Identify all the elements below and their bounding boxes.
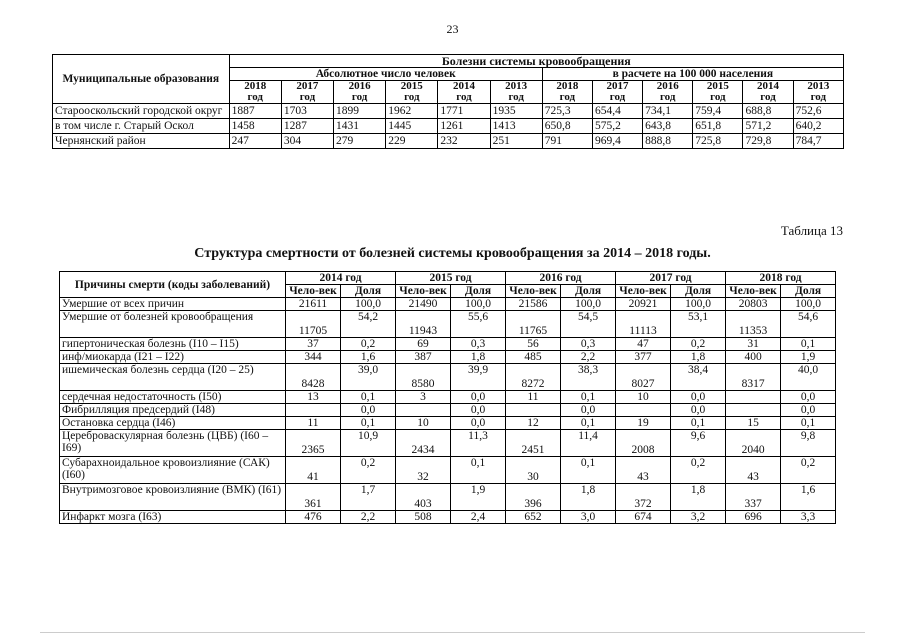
people-value xyxy=(726,391,781,404)
share-value: 55,6 xyxy=(451,311,506,338)
share-column-header: Доля xyxy=(781,285,836,298)
rate-value: 725,3 xyxy=(542,104,592,119)
share-value: 39,0 xyxy=(341,364,396,391)
share-value: 53,1 xyxy=(671,311,726,338)
people-value: 30 xyxy=(506,457,561,484)
share-value: 38,4 xyxy=(671,364,726,391)
divider xyxy=(40,632,865,633)
people-value: 32 xyxy=(396,457,451,484)
share-value: 40,0 xyxy=(781,364,836,391)
share-value: 11,4 xyxy=(561,430,616,457)
people-value xyxy=(616,404,671,417)
people-value xyxy=(286,404,341,417)
table-label: Таблица 13 xyxy=(780,223,843,238)
absolute-value: 1962 xyxy=(386,104,438,119)
cause-name: ишемическая болезнь сердца (I20 – 25) xyxy=(60,364,286,391)
share-value: 39,9 xyxy=(451,364,506,391)
year-header: 2017 год xyxy=(592,81,642,104)
share-value: 100,0 xyxy=(341,298,396,311)
year-header: 2015 год xyxy=(693,81,743,104)
rate-value: 784,7 xyxy=(793,134,843,149)
table-row xyxy=(60,430,836,457)
share-value: 3,2 xyxy=(671,511,726,524)
cause-name: Внутримозговое кровоизлияние (ВМК) (I61) xyxy=(60,484,286,511)
people-value: 12 xyxy=(506,417,561,430)
absolute-value: 304 xyxy=(281,134,333,149)
share-value: 1,8 xyxy=(561,484,616,511)
absolute-value: 1935 xyxy=(490,104,542,119)
rate-value: 575,2 xyxy=(592,119,642,134)
year-header: 2016 год xyxy=(643,81,693,104)
cause-name: Цереброваскулярная болезнь (ЦВБ) (I60 – I69) xyxy=(60,430,286,457)
people-value xyxy=(396,404,451,417)
rate-value: 654,4 xyxy=(592,104,642,119)
people-value: 11943 xyxy=(396,311,451,338)
table-title: Структура смертности от болезней системы кровообращения за 2014 – 2018 годы. xyxy=(194,246,711,261)
rate-value: 650,8 xyxy=(542,119,592,134)
share-column-header: Доля xyxy=(341,285,396,298)
table-row xyxy=(60,311,836,338)
table-row xyxy=(60,338,836,351)
share-value: 100,0 xyxy=(451,298,506,311)
people-value: 19 xyxy=(616,417,671,430)
cause-name: Умершие от всех причин xyxy=(60,298,286,311)
share-column-header: Доля xyxy=(451,285,506,298)
share-value: 0,3 xyxy=(451,338,506,351)
absolute-value: 1445 xyxy=(386,119,438,134)
people-value: 387 xyxy=(396,351,451,364)
people-value: 47 xyxy=(616,338,671,351)
people-column-header: Чело-век xyxy=(506,285,561,298)
people-column-header: Чело-век xyxy=(726,285,781,298)
people-value: 508 xyxy=(396,511,451,524)
year-header: 2013 год xyxy=(490,81,542,104)
municipality-name: Чернянский район xyxy=(53,134,230,149)
table-row xyxy=(53,119,844,134)
absolute-value: 279 xyxy=(334,134,386,149)
people-value: 20921 xyxy=(616,298,671,311)
people-value: 2434 xyxy=(396,430,451,457)
table-row xyxy=(60,364,836,391)
table-row xyxy=(60,484,836,511)
people-column-header: Чело-век xyxy=(616,285,671,298)
share-value: 0,1 xyxy=(341,391,396,404)
header-disease: Болезни системы кровообращения xyxy=(229,55,843,68)
year-header: 2018 год xyxy=(229,81,281,104)
share-value: 38,3 xyxy=(561,364,616,391)
people-value xyxy=(506,404,561,417)
year-header: 2014 год xyxy=(743,81,793,104)
page-number: 23 xyxy=(446,22,459,36)
year-group-header: 2017 год xyxy=(616,272,726,285)
rate-value: 791 xyxy=(542,134,592,149)
share-value: 1,8 xyxy=(671,351,726,364)
table-row xyxy=(60,511,836,524)
people-value: 403 xyxy=(396,484,451,511)
rate-value: 643,8 xyxy=(643,119,693,134)
rate-value: 651,8 xyxy=(693,119,743,134)
people-value: 21611 xyxy=(286,298,341,311)
people-value: 2451 xyxy=(506,430,561,457)
rate-value: 888,8 xyxy=(643,134,693,149)
share-value: 100,0 xyxy=(781,298,836,311)
share-value: 1,6 xyxy=(781,484,836,511)
people-value: 8317 xyxy=(726,364,781,391)
share-value: 0,0 xyxy=(451,404,506,417)
cause-name: Умершие от болезней кровообращения xyxy=(60,311,286,338)
people-value: 69 xyxy=(396,338,451,351)
absolute-value: 247 xyxy=(229,134,281,149)
mortality-structure-table xyxy=(59,271,836,524)
cause-name: сердечная недостаточность (I50) xyxy=(60,391,286,404)
share-value: 1,6 xyxy=(341,351,396,364)
absolute-value: 229 xyxy=(386,134,438,149)
absolute-value: 1458 xyxy=(229,119,281,134)
cause-name: Фибрилляция предсердий (I48) xyxy=(60,404,286,417)
share-value: 0,0 xyxy=(671,391,726,404)
rate-value: 734,1 xyxy=(643,104,693,119)
people-value: 2365 xyxy=(286,430,341,457)
header-per100k: в расчете на 100 000 населения xyxy=(542,68,843,81)
people-value: 361 xyxy=(286,484,341,511)
people-value: 56 xyxy=(506,338,561,351)
share-value: 3,3 xyxy=(781,511,836,524)
share-value: 0,1 xyxy=(781,338,836,351)
cause-name: Остановка сердца (I46) xyxy=(60,417,286,430)
share-value: 0,1 xyxy=(451,457,506,484)
people-value: 11113 xyxy=(616,311,671,338)
share-value: 0,1 xyxy=(561,391,616,404)
share-value: 100,0 xyxy=(561,298,616,311)
share-value: 9,8 xyxy=(781,430,836,457)
people-value: 3 xyxy=(396,391,451,404)
absolute-value: 251 xyxy=(490,134,542,149)
share-value: 0,1 xyxy=(561,457,616,484)
share-value: 2,2 xyxy=(561,351,616,364)
share-value: 1,7 xyxy=(341,484,396,511)
people-value: 674 xyxy=(616,511,671,524)
share-value: 1,9 xyxy=(781,351,836,364)
share-value: 0,0 xyxy=(451,391,506,404)
people-value: 8580 xyxy=(396,364,451,391)
year-group-header: 2014 год xyxy=(286,272,396,285)
absolute-value: 1413 xyxy=(490,119,542,134)
people-value: 10 xyxy=(616,391,671,404)
absolute-value: 1261 xyxy=(438,119,490,134)
people-value: 11 xyxy=(506,391,561,404)
people-value: 13 xyxy=(286,391,341,404)
share-column-header: Доля xyxy=(671,285,726,298)
people-value: 485 xyxy=(506,351,561,364)
municipality-name: Старооскольский городской округ xyxy=(53,104,230,119)
share-value: 10,9 xyxy=(341,430,396,457)
absolute-value: 1703 xyxy=(281,104,333,119)
people-value: 10 xyxy=(396,417,451,430)
people-column-header: Чело-век xyxy=(286,285,341,298)
share-value: 2,2 xyxy=(341,511,396,524)
people-value: 396 xyxy=(506,484,561,511)
share-value: 1,8 xyxy=(451,351,506,364)
share-value: 11,3 xyxy=(451,430,506,457)
absolute-value: 1887 xyxy=(229,104,281,119)
share-value: 1,8 xyxy=(671,484,726,511)
people-value: 21586 xyxy=(506,298,561,311)
people-column-header: Чело-век xyxy=(396,285,451,298)
municipality-name: в том числе г. Старый Оскол xyxy=(53,119,230,134)
cause-name: гипертоническая болезнь (I10 – I15) xyxy=(60,338,286,351)
people-value: 2040 xyxy=(726,430,781,457)
year-header: 2013 год xyxy=(793,81,843,104)
people-value: 344 xyxy=(286,351,341,364)
people-value: 8272 xyxy=(506,364,561,391)
rate-value: 571,2 xyxy=(743,119,793,134)
people-value: 20803 xyxy=(726,298,781,311)
people-value: 372 xyxy=(616,484,671,511)
year-group-header: 2015 год xyxy=(396,272,506,285)
absolute-value: 1899 xyxy=(334,104,386,119)
people-value: 31 xyxy=(726,338,781,351)
share-value: 54,6 xyxy=(781,311,836,338)
table-row xyxy=(53,134,844,149)
absolute-value: 1431 xyxy=(334,119,386,134)
share-value: 0,2 xyxy=(671,457,726,484)
rate-value: 640,2 xyxy=(793,119,843,134)
table-row xyxy=(53,104,844,119)
header-municipal: Муниципальные образования xyxy=(53,55,230,104)
people-value: 21490 xyxy=(396,298,451,311)
people-value xyxy=(726,404,781,417)
rate-value: 688,8 xyxy=(743,104,793,119)
people-value: 400 xyxy=(726,351,781,364)
people-value: 43 xyxy=(616,457,671,484)
people-value: 2008 xyxy=(616,430,671,457)
year-header: 2018 год xyxy=(542,81,592,104)
year-header: 2015 год xyxy=(386,81,438,104)
table-row xyxy=(60,298,836,311)
share-value: 9,6 xyxy=(671,430,726,457)
people-value: 8027 xyxy=(616,364,671,391)
share-value: 3,0 xyxy=(561,511,616,524)
absolute-value: 1287 xyxy=(281,119,333,134)
year-header: 2014 год xyxy=(438,81,490,104)
people-value: 41 xyxy=(286,457,341,484)
share-value: 1,9 xyxy=(451,484,506,511)
cause-name: инф/миокарда (I21 – I22) xyxy=(60,351,286,364)
share-value: 54,5 xyxy=(561,311,616,338)
header-absolute: Абсолютное число человек xyxy=(229,68,542,81)
table-row xyxy=(60,404,836,417)
share-value: 0,0 xyxy=(341,404,396,417)
share-value: 2,4 xyxy=(451,511,506,524)
table-row xyxy=(60,417,836,430)
share-value: 100,0 xyxy=(671,298,726,311)
share-value: 0,0 xyxy=(781,391,836,404)
share-value: 0,1 xyxy=(671,417,726,430)
header-causes: Причины смерти (коды заболеваний) xyxy=(60,272,286,298)
rate-value: 729,8 xyxy=(743,134,793,149)
share-value: 0,3 xyxy=(561,338,616,351)
share-value: 0,0 xyxy=(451,417,506,430)
share-value: 0,1 xyxy=(781,417,836,430)
share-column-header: Доля xyxy=(561,285,616,298)
absolute-value: 232 xyxy=(438,134,490,149)
people-value: 11353 xyxy=(726,311,781,338)
absolute-value: 1771 xyxy=(438,104,490,119)
table-row xyxy=(60,457,836,484)
share-value: 0,1 xyxy=(341,417,396,430)
year-group-header: 2016 год xyxy=(506,272,616,285)
rate-value: 759,4 xyxy=(693,104,743,119)
people-value: 11765 xyxy=(506,311,561,338)
people-value: 652 xyxy=(506,511,561,524)
share-value: 0,0 xyxy=(781,404,836,417)
share-value: 54,2 xyxy=(341,311,396,338)
rate-value: 725,8 xyxy=(693,134,743,149)
share-value: 0,1 xyxy=(561,417,616,430)
cause-name: Субарахноидальное кровоизлияние (САК) (I60) xyxy=(60,457,286,484)
people-value: 37 xyxy=(286,338,341,351)
share-value: 0,0 xyxy=(561,404,616,417)
share-value: 0,2 xyxy=(341,457,396,484)
people-value: 11 xyxy=(286,417,341,430)
people-value: 696 xyxy=(726,511,781,524)
year-header: 2016 год xyxy=(334,81,386,104)
cause-name: Инфаркт мозга (I63) xyxy=(60,511,286,524)
people-value: 15 xyxy=(726,417,781,430)
year-group-header: 2018 год xyxy=(726,272,836,285)
rate-value: 752,6 xyxy=(793,104,843,119)
people-value: 476 xyxy=(286,511,341,524)
rate-value: 969,4 xyxy=(592,134,642,149)
people-value: 337 xyxy=(726,484,781,511)
people-value: 11705 xyxy=(286,311,341,338)
mortality-by-municipality-table xyxy=(52,54,844,149)
share-value: 0,2 xyxy=(341,338,396,351)
share-value: 0,2 xyxy=(671,338,726,351)
table-row xyxy=(60,391,836,404)
people-value: 8428 xyxy=(286,364,341,391)
people-value: 43 xyxy=(726,457,781,484)
year-header: 2017 год xyxy=(281,81,333,104)
people-value: 377 xyxy=(616,351,671,364)
table-row xyxy=(60,351,836,364)
share-value: 0,2 xyxy=(781,457,836,484)
share-value: 0,0 xyxy=(671,404,726,417)
